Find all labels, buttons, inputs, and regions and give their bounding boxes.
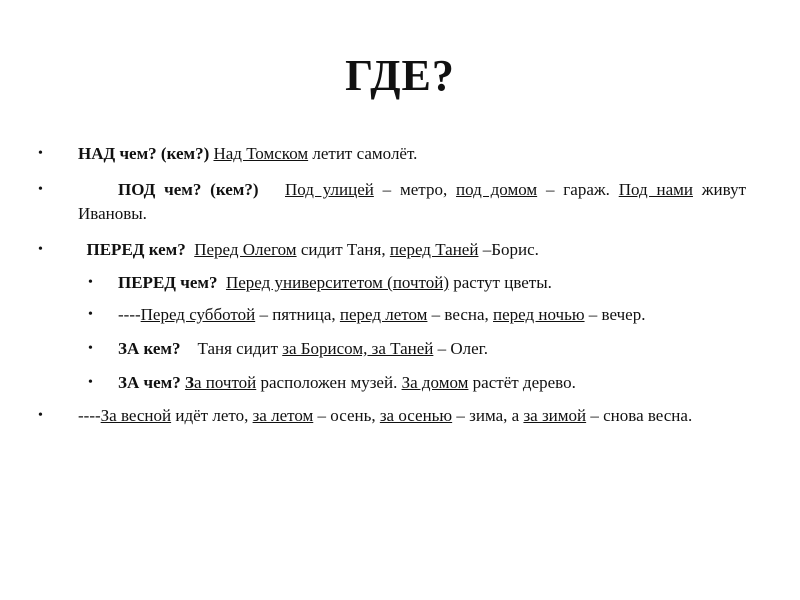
list-item xyxy=(88,371,758,395)
list-item xyxy=(38,178,751,226)
underlined-phrase: перед летом xyxy=(339,305,428,324)
text-run: – пятница, xyxy=(255,305,340,324)
underlined-phrase: З xyxy=(184,373,194,392)
list-item xyxy=(88,303,756,327)
bullet-icon: • xyxy=(38,146,43,161)
bold-question: ПОД чем? (кем?) xyxy=(118,180,259,199)
text-run: – Олег. xyxy=(433,339,488,358)
underlined-phrase: за зимой xyxy=(523,406,587,425)
underlined-phrase: за Борисом, за Таней xyxy=(282,339,434,358)
text-run: идёт лето, xyxy=(171,406,253,425)
underlined-phrase: под домом xyxy=(456,180,538,199)
text-run: –Борис. xyxy=(478,240,539,259)
underlined-phrase: за летом xyxy=(252,406,314,425)
slide-title: ГДЕ? xyxy=(345,51,455,100)
bold-question: НАД чем? (кем?) xyxy=(78,144,210,163)
underlined-phrase: Перед субботой xyxy=(140,305,256,324)
text-run: – весна, xyxy=(427,305,494,324)
bullet-icon: • xyxy=(88,375,93,390)
list-item xyxy=(38,142,758,166)
bold-question: ЗА кем? xyxy=(118,339,181,358)
underlined-phrase: перед Таней xyxy=(389,240,479,259)
text-run xyxy=(186,240,195,259)
bold-question: ПЕРЕД кем? xyxy=(78,240,186,259)
text-run xyxy=(259,180,286,199)
underlined-phrase: Перед университетом (почтой) xyxy=(225,273,450,292)
text-run: – метро, xyxy=(373,180,457,199)
text-run: – снова весна. xyxy=(586,406,693,425)
underlined-phrase: Под нами xyxy=(618,180,693,199)
list-item xyxy=(88,271,758,295)
text-run: растут цветы. xyxy=(449,273,552,292)
bullet-icon: • xyxy=(88,275,93,290)
text-run: ---- xyxy=(118,305,141,324)
text-run: – зима, а xyxy=(452,406,524,425)
text-run: – вечер. xyxy=(584,305,646,324)
bullet-icon: • xyxy=(38,408,43,423)
underlined-phrase: Над Томском xyxy=(213,144,309,163)
bullet-icon: • xyxy=(38,242,43,257)
underlined-phrase: Под улицей xyxy=(285,180,374,199)
list-item xyxy=(88,337,758,361)
list-item xyxy=(38,238,758,262)
underlined-phrase: За домом xyxy=(401,373,469,392)
bullet-icon: • xyxy=(38,182,43,197)
text-run: летит самолёт. xyxy=(308,144,418,163)
bullet-icon: • xyxy=(88,307,93,322)
bullet-list xyxy=(0,142,800,428)
bold-question: ПЕРЕД чем? xyxy=(118,273,218,292)
list-item xyxy=(38,404,758,428)
text-run: Таня сидит xyxy=(180,339,283,358)
underlined-phrase: Перед Олегом xyxy=(194,240,297,259)
underlined-phrase: За весной xyxy=(100,406,172,425)
bullet-icon: • xyxy=(88,341,93,356)
underlined-phrase: а почтой xyxy=(193,373,257,392)
text-run: расположен музей. xyxy=(256,373,402,392)
bold-question: ЗА чем? xyxy=(118,373,181,392)
text-run: – осень, xyxy=(313,406,380,425)
text-run: растёт дерево. xyxy=(468,373,576,392)
text-run: ---- xyxy=(78,406,101,425)
underlined-phrase: перед ночью xyxy=(493,305,585,324)
text-run: сидит Таня, xyxy=(296,240,390,259)
text-run: живут Ивановы. xyxy=(78,180,751,223)
text-run: – гараж. xyxy=(537,180,619,199)
underlined-phrase: за осенью xyxy=(379,406,453,425)
text-run xyxy=(217,273,226,292)
